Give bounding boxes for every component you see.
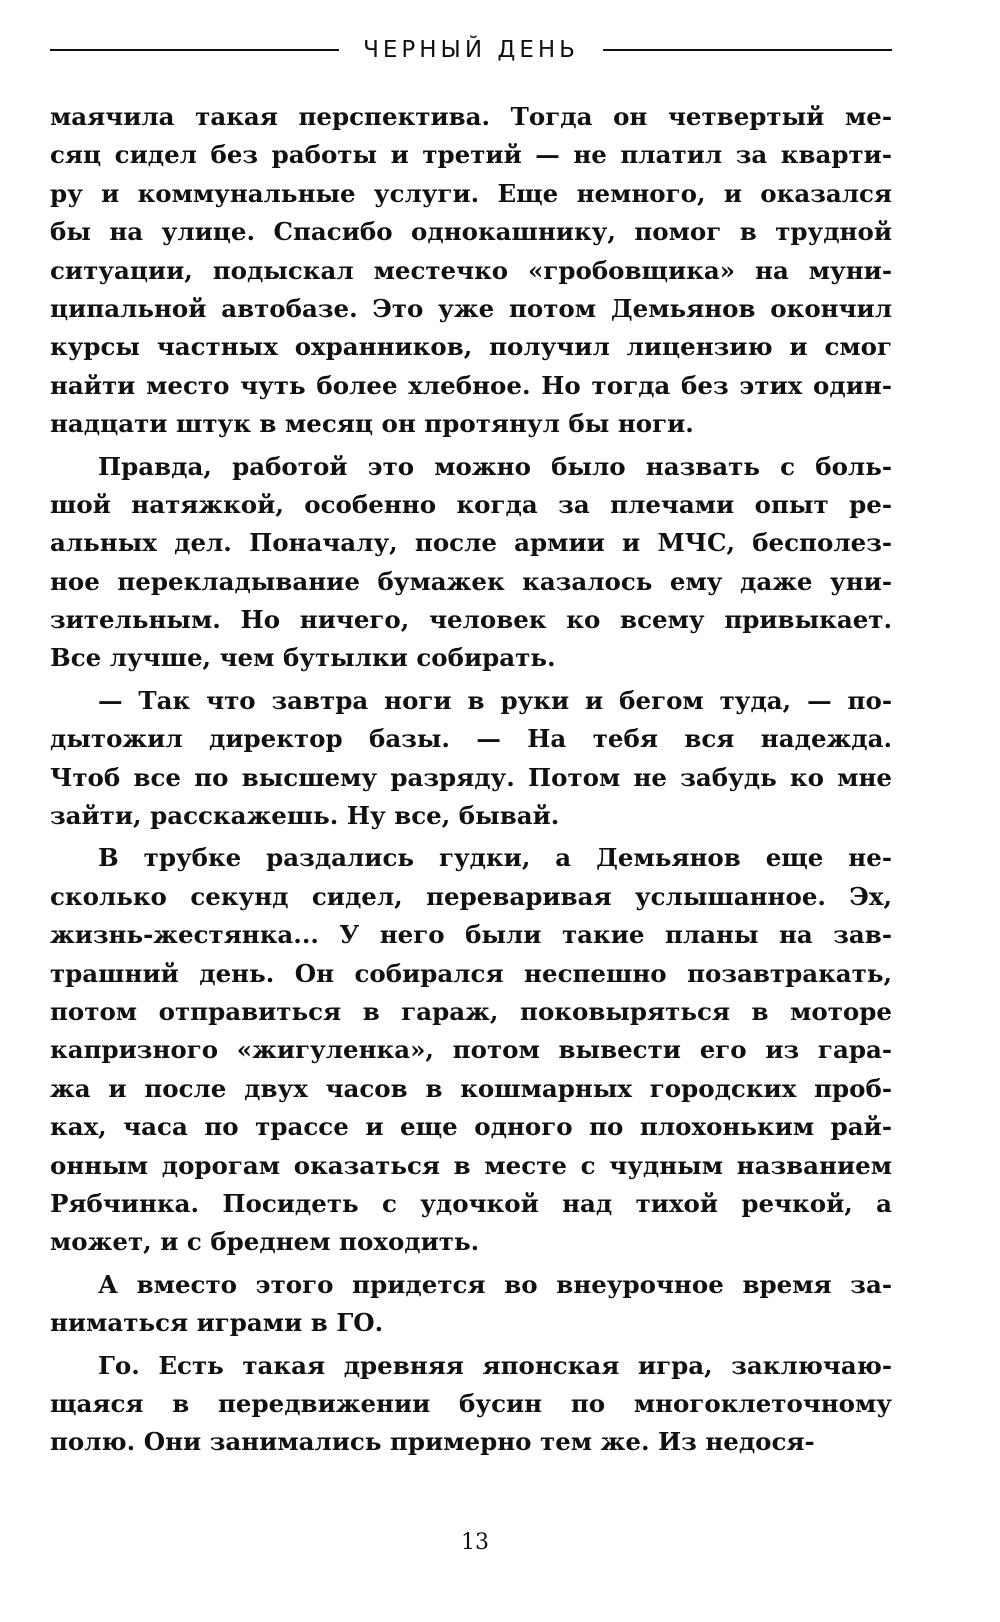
- page-number: 13: [461, 1530, 489, 1555]
- text-line: онным дорогам оказаться в месте с чудным названием: [50, 1150, 892, 1180]
- paragraph: [50, 1347, 892, 1462]
- text-line: бы на улице. Спасибо однокашнику, помог в трудной: [50, 217, 892, 247]
- text-line: альных дел. Поначалу, после армии и МЧС, бесполез-: [50, 528, 892, 558]
- body-text: [50, 98, 892, 1466]
- text-line: Го. Есть такая древняя японская игра, заключаю-: [98, 1350, 892, 1380]
- text-line: капризного «жигуленка», потом вывести его из гара-: [50, 1035, 892, 1065]
- header-rule-left: [50, 49, 339, 51]
- text-line: трашний день. Он собирался неспешно позавтракать,: [50, 958, 892, 988]
- text-line: А вместо этого придется во внеурочное время за-: [98, 1269, 892, 1299]
- text-line: маячила такая перспектива. Тогда он четвертый ме-: [50, 102, 892, 131]
- text-line: может, и с бреднем походить.: [50, 1227, 480, 1257]
- text-line: полю. Они занимались примерно тем же. Из недося-: [50, 1427, 815, 1457]
- text-line: шой натяжкой, особенно когда за плечами опыт ре-: [50, 489, 892, 519]
- text-line: В трубке раздались гудки, а Демьянов еще не-: [98, 843, 892, 873]
- text-line: ниматься играми в ГО.: [50, 1308, 384, 1338]
- text-line: дытожил директор базы. — На тебя вся надежда.: [50, 724, 892, 754]
- text-line: ру и коммунальные услуги. Еще немного, и оказался: [50, 178, 892, 208]
- text-line: сяц сидел без работы и третий — не платил за кварти-: [50, 140, 892, 170]
- text-line: надцати штук в месяц он протянул бы ноги.: [50, 409, 694, 439]
- text-line: ках, часа по трассе и еще одного по плохоньким рай-: [50, 1112, 892, 1142]
- text-line: ситуации, подыскал местечко «гробовщика» на муни-: [50, 255, 892, 285]
- paragraph: [50, 682, 892, 836]
- text-line: ное перекладывание бумажек казалось ему даже уни-: [50, 566, 892, 596]
- text-line: — Так что завтра ноги в руки и бегом туда, — по-: [98, 685, 892, 715]
- text-line: Все лучше, чем бутылки собирать.: [50, 643, 556, 673]
- running-header-title: ЧЕРНЫЙ ДЕНЬ: [363, 37, 579, 63]
- text-line: зительным. Но ничего, человек ко всему привыкает.: [50, 605, 892, 635]
- running-header: [50, 30, 892, 70]
- text-line: ципальной автобазе. Это уже потом Демьянов окончил: [50, 293, 892, 323]
- text-line: жизнь-жестянка... У него были такие планы на зав-: [50, 920, 892, 950]
- text-line: зайти, расскажешь. Ну все, бывай.: [50, 801, 560, 831]
- text-line: Чтоб все по высшему разряду. Потом не забудь ко мне: [50, 762, 892, 792]
- paragraph: [50, 448, 892, 678]
- text-line: потом отправиться в гараж, поковыряться в моторе: [50, 996, 892, 1026]
- text-line: сколько секунд сидел, переваривая услышанное. Эх,: [50, 881, 892, 911]
- text-line: Правда, работой это можно было назвать с боль-: [98, 451, 892, 481]
- header-rule-right: [603, 49, 892, 51]
- text-line: щаяся в передвижении бусин по многоклеточному: [50, 1388, 892, 1418]
- text-line: жа и после двух часов в кошмарных городских проб-: [50, 1073, 892, 1103]
- paragraph: [50, 98, 892, 444]
- text-line: найти место чуть более хлебное. Но тогда без этих один-: [50, 370, 892, 400]
- paragraph: [50, 839, 892, 1261]
- text-line: Рябчинка. Посидеть с удочкой над тихой речкой, а: [50, 1188, 892, 1218]
- paragraph: [50, 1266, 892, 1343]
- text-line: курсы частных охранников, получил лицензию и смог: [50, 332, 892, 362]
